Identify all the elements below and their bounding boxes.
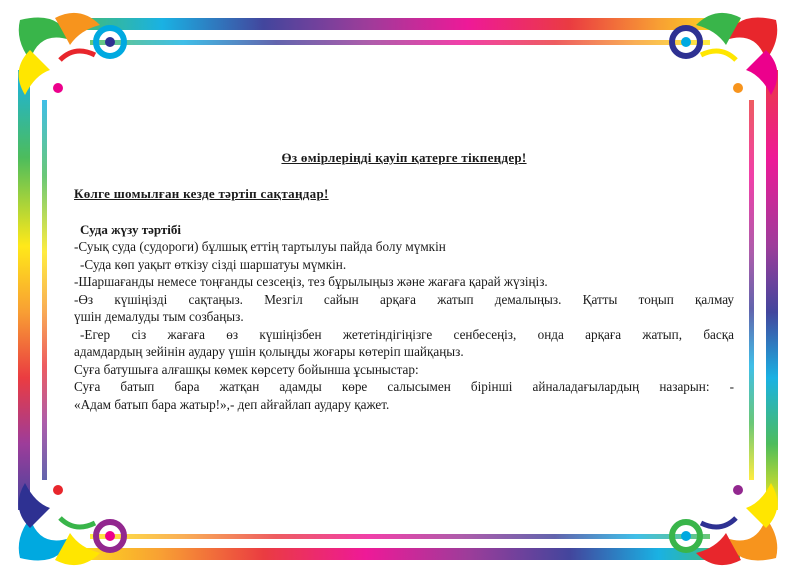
corner-ornament-bottom-right <box>672 483 777 565</box>
text-line: -Шаршағанды немесе тоңғанды сезсеңіз, тез бұрылыңыз және жағаға қарай жүзіңіз. <box>74 274 548 289</box>
corner-ornament-bottom-left <box>19 483 124 565</box>
section-heading: Суда жүзу тәртібі <box>80 222 182 237</box>
text-line: -Егер сіз жағаға өз күшіңізбен жететіндігіңізге сенбесеңіз, онда арқаға жатып, басқа <box>80 326 734 342</box>
text-line: -Суда көп уақыт өткізу сізді шаршатуы мүмкін. <box>80 256 347 272</box>
document-title: Өз өмірлеріңді қауіп қатерге тікпеңдер! <box>281 150 527 165</box>
text-line: үшін демалуды тым созбаңыз. <box>74 309 244 324</box>
text-lines <box>74 238 734 413</box>
text-line: Суға батушыға алғашқы көмек көрсету бойынша ұсыныстар: <box>74 361 419 377</box>
document-subtitle: Көлге шомылған кезде тәртіп сақтаңдар! <box>74 186 329 201</box>
document-body <box>74 150 734 450</box>
corner-ornament-top-right <box>672 13 777 95</box>
text-line: адамдардың зейінін аудару үшін қолыңды жоғары көтеріп шайқаңыз. <box>74 344 464 359</box>
text-line: -Өз күшіңізді сақтаңыз. Мезгіл сайын арқаға жатып демалыңыз. Қатты тоңып қалмау <box>74 291 734 307</box>
text-line: Суға батып бара жатқан адамды көре салысымен бірінші айналадағылардың назарын: - <box>74 379 734 394</box>
text-line: -Суық суда (судороги) бұлшық еттің тартылуы пайда болу мүмкін <box>74 239 446 254</box>
text-line: «Адам батып бара жатыр!»,- деп айғайлап аудару қажет. <box>74 396 390 412</box>
corner-ornament-top-left <box>19 13 124 95</box>
